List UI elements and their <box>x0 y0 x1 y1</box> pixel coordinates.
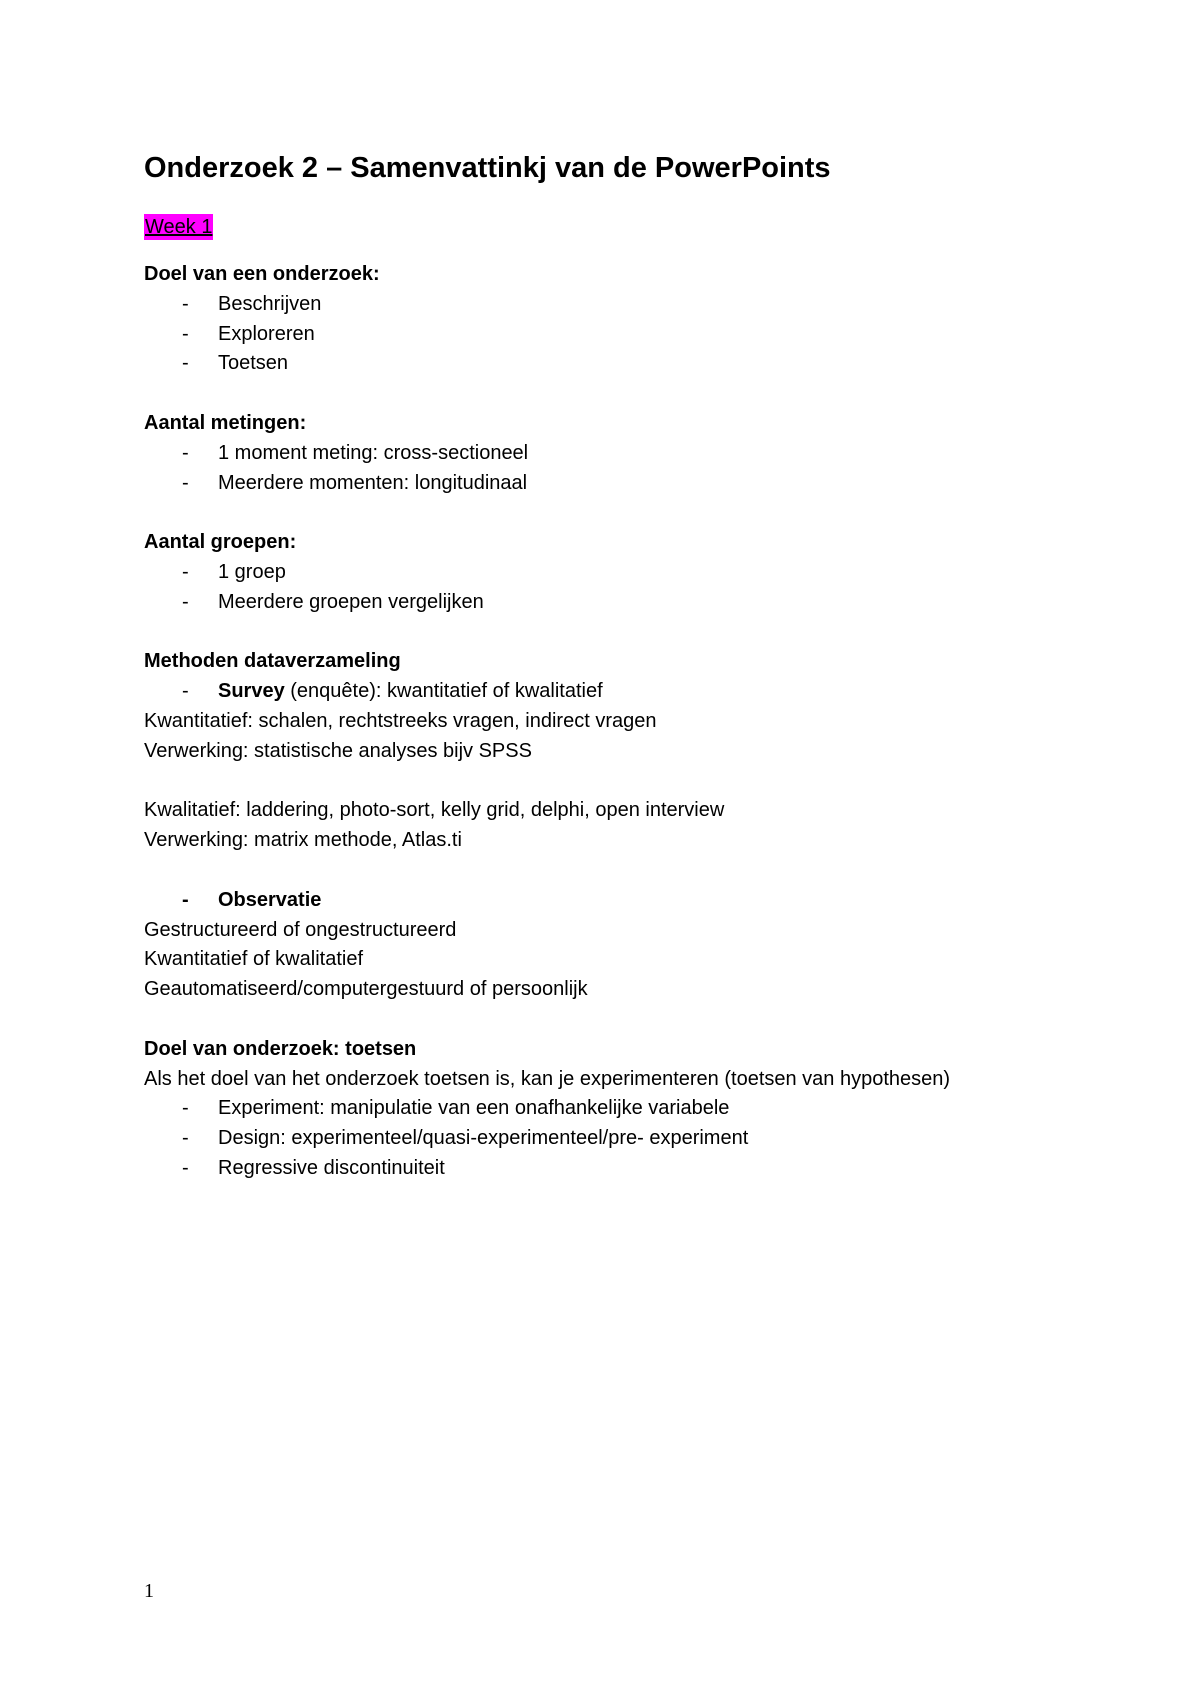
bullet-dash: - <box>182 590 189 613</box>
list-item <box>144 1154 1084 1184</box>
list-item <box>144 349 1084 379</box>
section-heading-toetsen: Doel van onderzoek: toetsen <box>144 1037 417 1060</box>
section-heading-doel: Doel van een onderzoek: <box>144 263 380 285</box>
paragraph-line: Als het doel van het onderzoek toetsen is, kan je experimenteren (toetsen van hypothesen) <box>144 1067 951 1090</box>
list-item-text: Design: experimenteel/quasi-experimenteel/pre- experiment <box>218 1127 749 1150</box>
paragraph-line: Kwalitatief: laddering, photo-sort, kelly grid, delphi, open interview <box>144 799 725 822</box>
bullet-dash: - <box>182 441 189 464</box>
section-heading-groepen: Aantal groepen: <box>144 531 297 554</box>
paragraph-line: Verwerking: matrix methode, Atlas.ti <box>144 829 462 852</box>
list-item-observatie <box>144 886 1084 916</box>
list-item-text: Exploreren <box>218 322 315 345</box>
document-content <box>144 148 1084 1184</box>
list-item-text: Beschrijven <box>218 292 322 315</box>
bullet-dash: - <box>182 1156 189 1179</box>
paragraph-line: Kwantitatief of kwalitatief <box>144 948 363 971</box>
bullet-dash: - <box>182 680 189 703</box>
bullet-dash: - <box>182 322 189 345</box>
bullet-dash: - <box>182 888 189 911</box>
bullet-dash: - <box>182 1127 189 1150</box>
week-label: Week 1 <box>145 216 213 238</box>
list-item-text: 1 moment meting: cross-sectioneel <box>218 441 529 464</box>
list-item <box>144 469 1084 499</box>
list-item <box>144 1094 1084 1124</box>
list-item-text: Meerdere momenten: longitudinaal <box>218 471 528 494</box>
paragraph-line: Gestructureerd of ongestructureerd <box>144 918 457 941</box>
list-item <box>144 320 1084 350</box>
list-item-text: Regressive discontinuiteit <box>218 1156 445 1179</box>
page-number: 1 <box>144 1580 154 1602</box>
list-item <box>144 439 1084 469</box>
bullet-dash: - <box>182 560 189 583</box>
bullet-dash: - <box>182 292 189 315</box>
section-heading-methoden: Methoden dataverzameling <box>144 650 401 673</box>
section-heading-metingen: Aantal metingen: <box>144 411 307 434</box>
list-item-text: 1 groep <box>218 560 286 583</box>
list-item-text: Toetsen <box>218 352 289 375</box>
list-item <box>144 588 1084 618</box>
survey-label: Survey <box>218 680 285 703</box>
paragraph-line: Verwerking: statistische analyses bijv SPSS <box>144 739 532 762</box>
list-item <box>144 1124 1084 1154</box>
bullet-dash: - <box>182 471 189 494</box>
bullet-dash: - <box>182 1097 189 1120</box>
list-item <box>144 558 1084 588</box>
observatie-label: Observatie <box>218 888 322 911</box>
bullet-dash: - <box>182 352 189 375</box>
list-item-survey <box>144 677 1084 707</box>
list-item-text: Experiment: manipulatie van een onafhankelijke variabele <box>218 1097 730 1120</box>
survey-text: (enquête): kwantitatief of kwalitatief <box>284 680 603 703</box>
document-title: Onderzoek 2 – Samenvattinkj van de PowerPoints <box>144 152 831 184</box>
list-item-text: Meerdere groepen vergelijken <box>218 590 484 613</box>
list-item <box>144 290 1084 320</box>
paragraph-line: Geautomatiseerd/computergestuurd of persoonlijk <box>144 978 588 1001</box>
paragraph-line: Kwantitatief: schalen, rechtstreeks vragen, indirect vragen <box>144 709 657 732</box>
